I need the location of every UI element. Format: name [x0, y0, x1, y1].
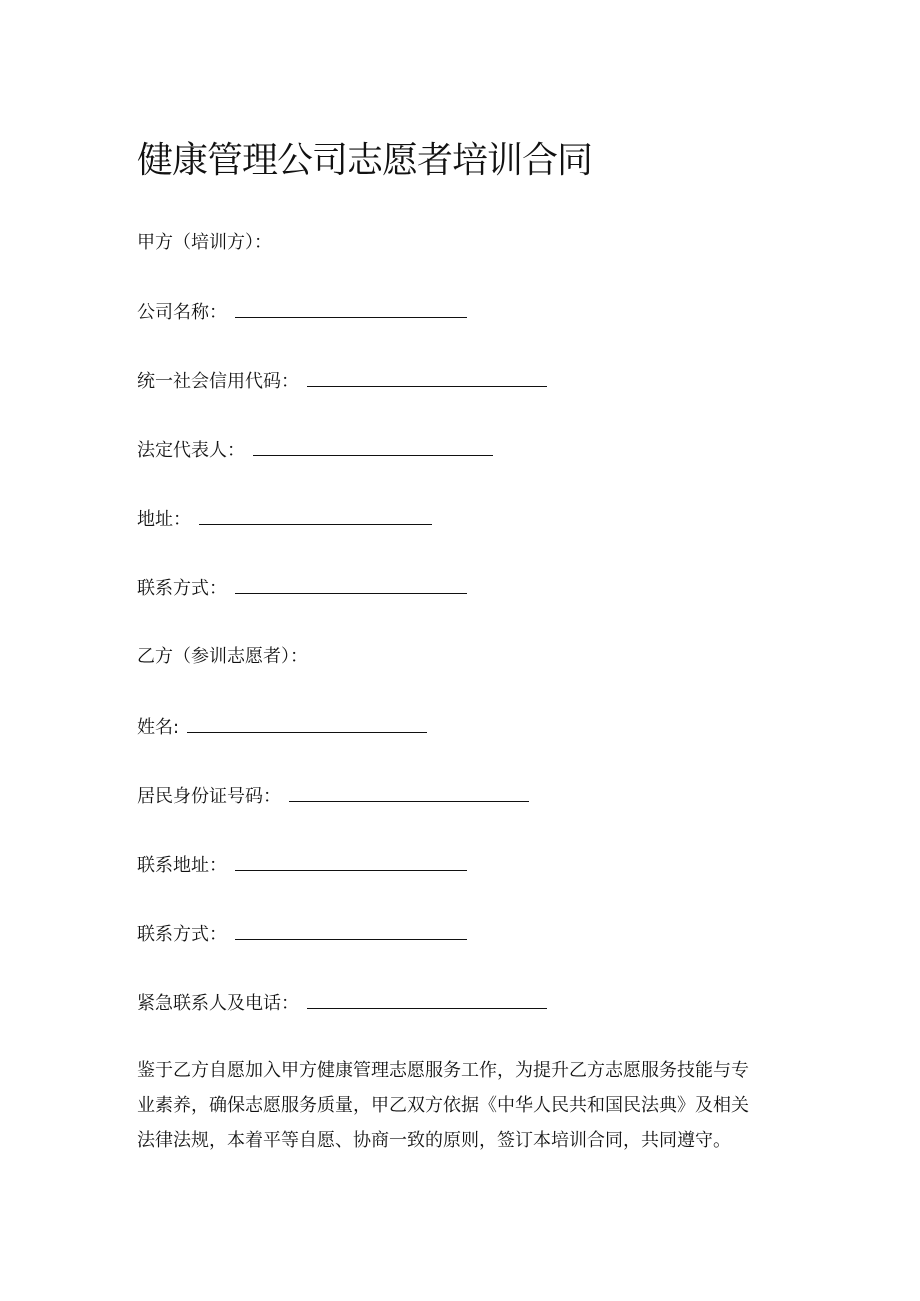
party-a-heading: 甲方（培训方）：	[137, 232, 272, 253]
preamble-line: 鉴于乙方自愿加入甲方健康管理志愿服务工作，为提升乙方志愿服务技能与专	[137, 1060, 749, 1081]
name-blank[interactable]	[187, 714, 427, 733]
emergency-contact-blank[interactable]	[307, 990, 547, 1009]
contact-address-label: 联系地址：	[137, 855, 227, 876]
party-a-credit-code-row	[137, 368, 547, 395]
address-label: 地址：	[137, 509, 191, 530]
legal-rep-label: 法定代表人：	[137, 440, 245, 461]
emergency-contact-label: 紧急联系人及电话：	[137, 993, 299, 1014]
legal-rep-blank[interactable]	[253, 437, 493, 456]
address-blank[interactable]	[199, 506, 432, 525]
party-b-contact-blank[interactable]	[235, 921, 467, 940]
party-a-contact-blank[interactable]	[235, 575, 467, 594]
contact-address-blank[interactable]	[235, 852, 467, 871]
party-a-legal-rep-row	[137, 437, 493, 464]
company-name-label: 公司名称：	[137, 302, 227, 323]
preamble-paragraph	[137, 1053, 773, 1158]
credit-code-blank[interactable]	[307, 368, 547, 387]
party-a-contact-row	[137, 575, 467, 602]
party-b-contact-address-row	[137, 852, 467, 879]
party-b-id-number-row	[137, 783, 529, 810]
name-label: 姓名:	[137, 717, 180, 738]
company-name-blank[interactable]	[235, 299, 467, 318]
party-b-emergency-contact-row	[137, 990, 547, 1017]
party-a-address-row	[137, 506, 432, 533]
party-b-contact-row	[137, 921, 467, 948]
document-title: 健康管理公司志愿者培训合同	[137, 140, 593, 181]
preamble-line: 业素养，确保志愿服务质量，甲乙双方依据《中华人民共和国民法典》及相关	[137, 1095, 749, 1116]
party-b-contact-label: 联系方式：	[137, 924, 227, 945]
preamble-line: 法律法规，本着平等自愿、协商一致的原则，签订本培训合同，共同遵守。	[137, 1130, 731, 1151]
credit-code-label: 统一社会信用代码：	[137, 371, 299, 392]
party-a-company-name-row	[137, 299, 467, 326]
id-number-blank[interactable]	[289, 783, 529, 802]
party-b-heading: 乙方（参训志愿者）：	[137, 646, 308, 667]
party-b-name-row	[137, 714, 427, 741]
party-a-contact-label: 联系方式：	[137, 578, 227, 599]
id-number-label: 居民身份证号码：	[137, 786, 281, 807]
